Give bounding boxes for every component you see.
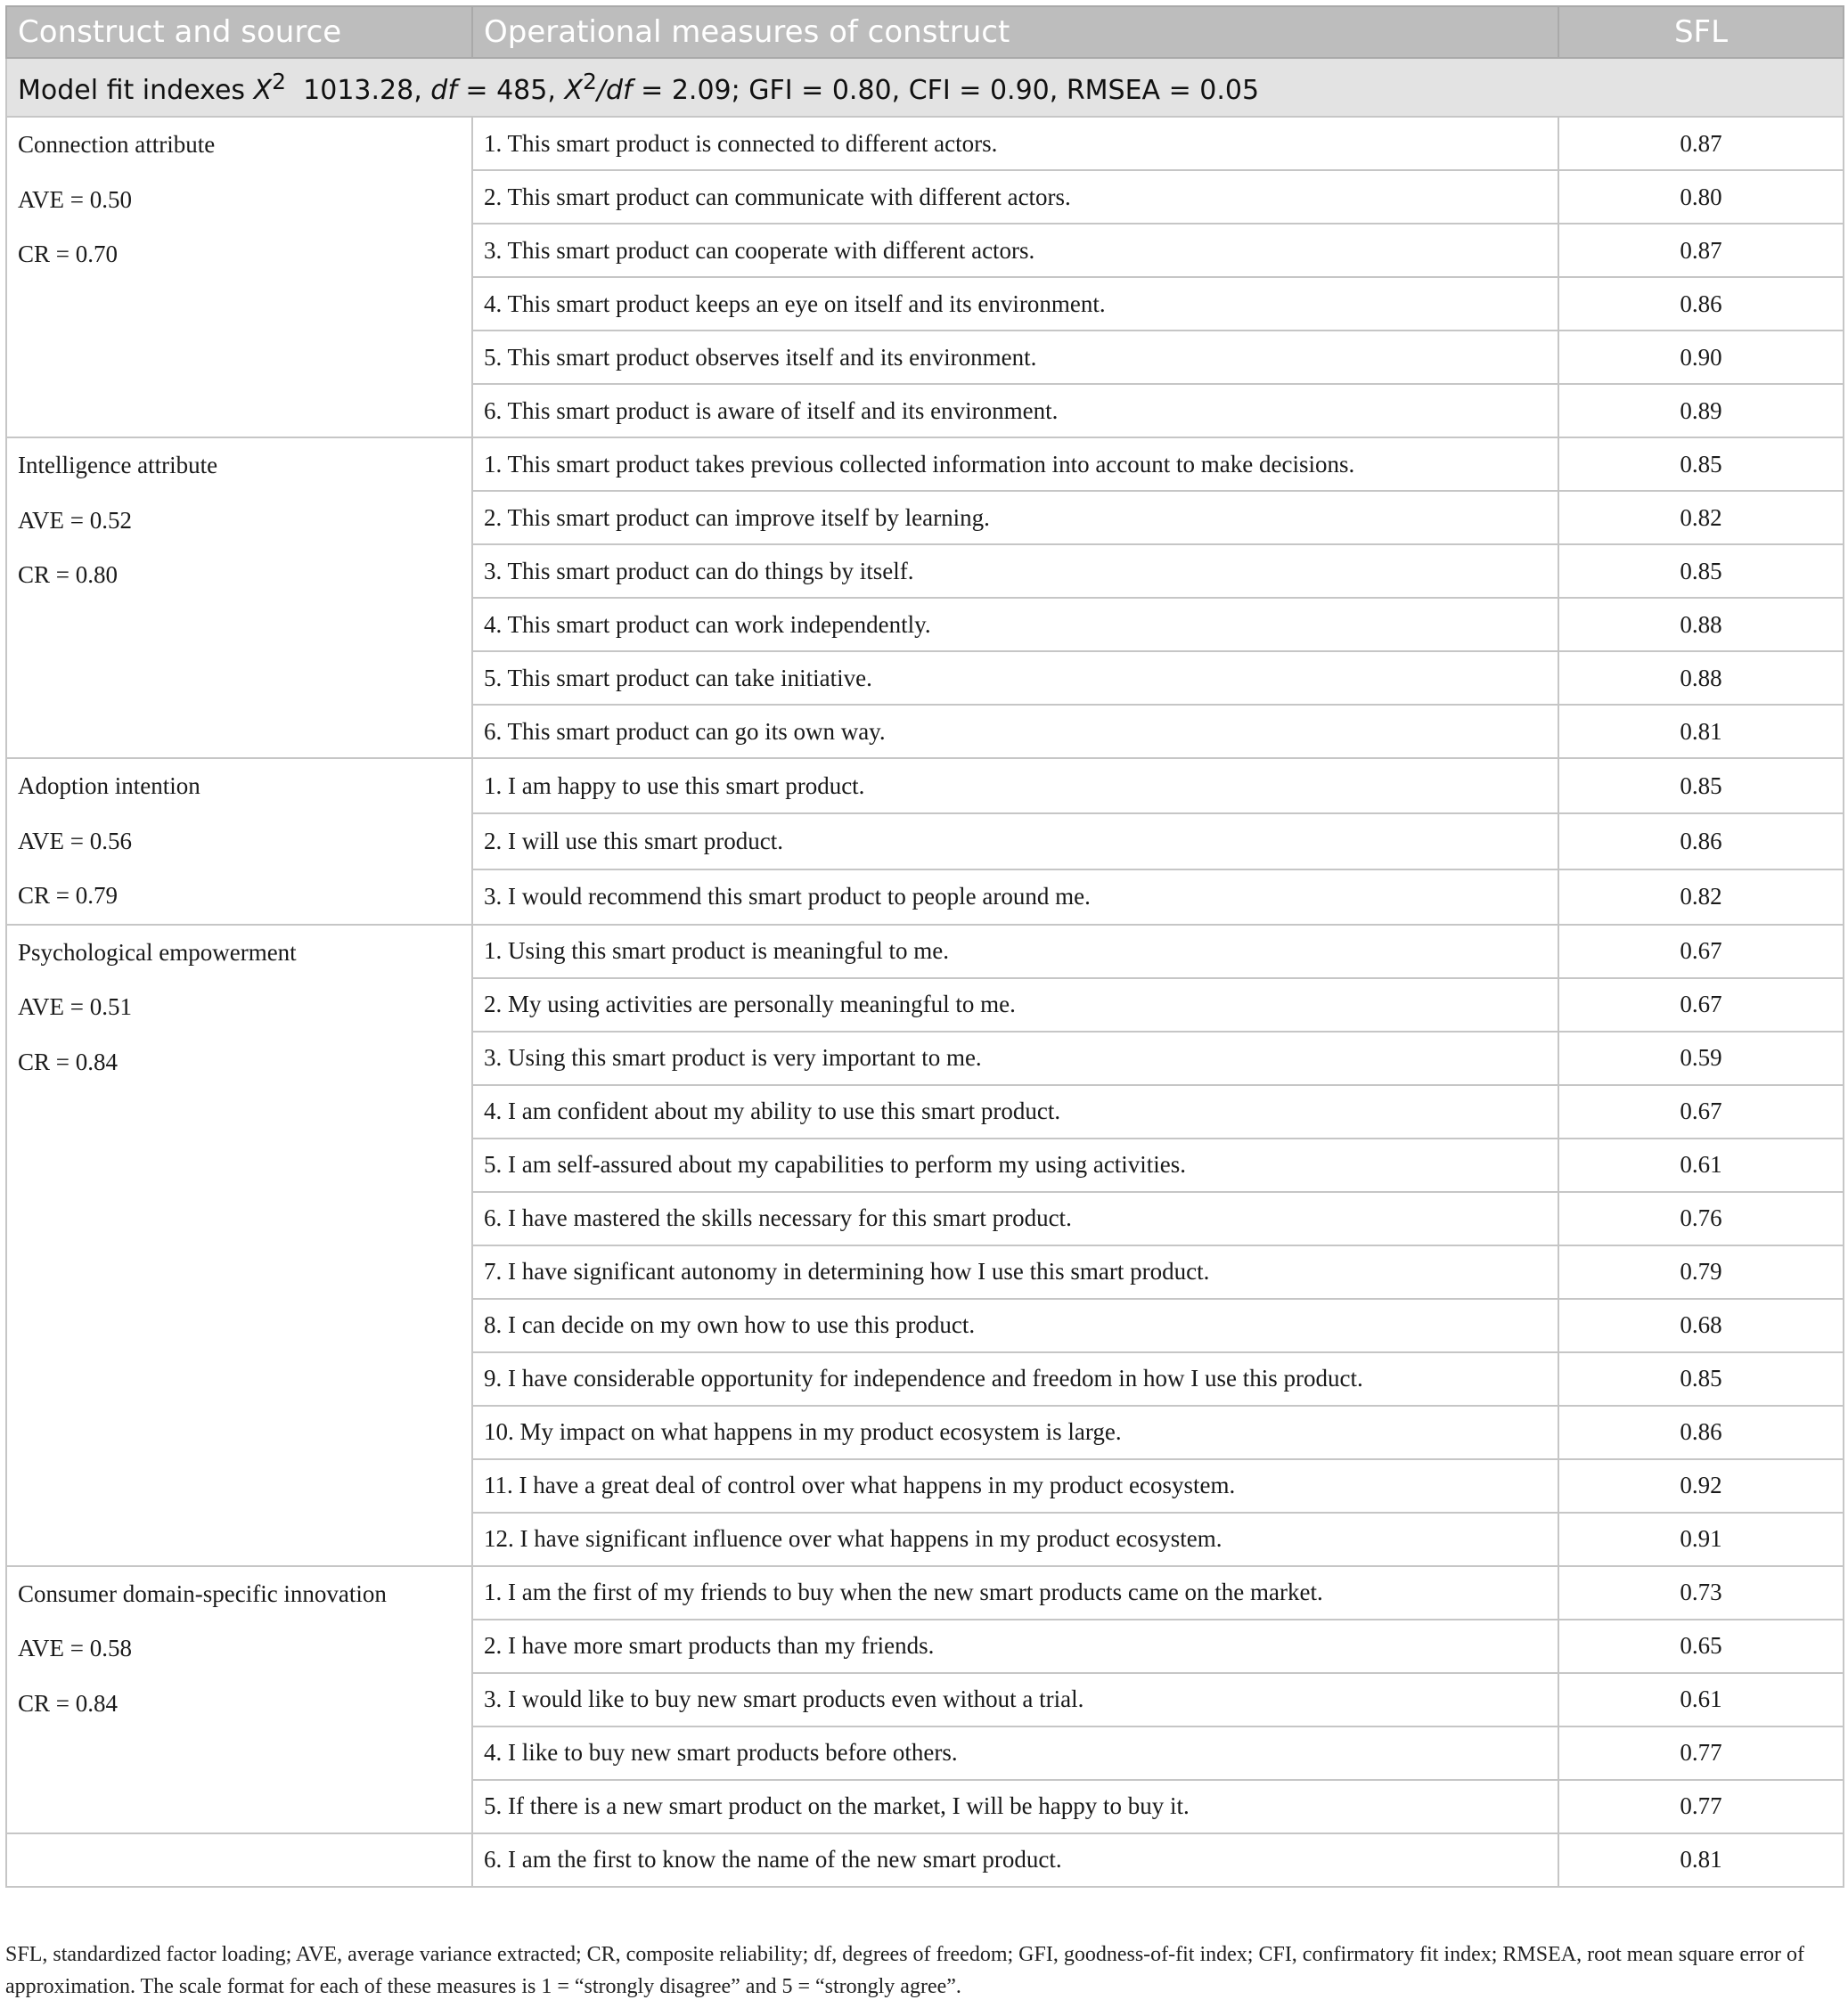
table-row (6, 925, 1844, 978)
measure-item: 4. This smart product keeps an eye on itself and its environment. (472, 277, 1558, 331)
fit-chi-symbol: X (253, 75, 273, 106)
sfl-value: 0.82 (1558, 491, 1844, 544)
construct-name: Consumer domain-specific innovation (18, 1579, 387, 1607)
measure-item: 5. If there is a new smart product on the market, I will be happy to buy it. (472, 1780, 1558, 1833)
sfl-value: 0.67 (1558, 1085, 1844, 1139)
measure-item: 2. This smart product can communicate with different actors. (472, 170, 1558, 224)
construct-cr: CR = 0.84 (18, 1689, 118, 1717)
sfl-value: 0.61 (1558, 1139, 1844, 1192)
header-construct: Construct and source (6, 6, 472, 58)
sfl-value: 0.79 (1558, 1245, 1844, 1299)
sfl-value: 0.68 (1558, 1299, 1844, 1352)
table-row (6, 437, 1844, 491)
construct-cr: CR = 0.84 (18, 1048, 118, 1075)
measure-item: 2. My using activities are personally meaningful to me. (472, 978, 1558, 1032)
construct-name: Psychological empowerment (18, 938, 297, 966)
sfl-value: 0.85 (1558, 437, 1844, 491)
measure-item: 12. I have significant influence over what happens in my product ecosystem. (472, 1513, 1558, 1566)
measure-item: 3. I would recommend this smart product to people around me. (472, 869, 1558, 925)
measurement-table (5, 5, 1844, 1888)
header-measures: Operational measures of construct (472, 6, 1558, 58)
measure-item: 4. This smart product can work independently. (472, 598, 1558, 651)
construct-cell (6, 437, 472, 758)
measure-item: 6. I have mastered the skills necessary for this smart product. (472, 1192, 1558, 1245)
measure-item: 4. I am confident about my ability to use this smart product. (472, 1085, 1558, 1139)
sfl-value: 0.87 (1558, 117, 1844, 170)
fit-df-value: = 485, (456, 75, 565, 106)
fit-df-label: df (430, 75, 457, 106)
sfl-value: 0.90 (1558, 331, 1844, 384)
sfl-value: 0.85 (1558, 544, 1844, 598)
sfl-value: 0.73 (1558, 1566, 1844, 1620)
header-sfl: SFL (1558, 6, 1844, 58)
measure-item: 8. I can decide on my own how to use this product. (472, 1299, 1558, 1352)
sfl-value: 0.86 (1558, 277, 1844, 331)
measure-item: 5. I am self-assured about my capabilities to perform my using activities. (472, 1139, 1558, 1192)
table-row (6, 1833, 1844, 1887)
measure-item: 1. I am the first of my friends to buy when the new smart products came on the market. (472, 1566, 1558, 1620)
model-fit-row (6, 58, 1844, 117)
sfl-value: 0.81 (1558, 1833, 1844, 1887)
construct-ave: AVE = 0.50 (18, 185, 132, 213)
measure-item: 3. This smart product can do things by itself. (472, 544, 1558, 598)
construct-cell (6, 1833, 472, 1887)
measure-item: 3. This smart product can cooperate with different actors. (472, 224, 1558, 277)
sfl-value: 0.85 (1558, 1352, 1844, 1406)
construct-name: Intelligence attribute (18, 452, 218, 478)
measure-item: 6. I am the first to know the name of the new smart product. (472, 1833, 1558, 1887)
sfl-value: 0.80 (1558, 170, 1844, 224)
fit-slash-df: /df (596, 75, 633, 106)
measure-item: 2. This smart product can improve itself by learning. (472, 491, 1558, 544)
model-fit-cell (6, 58, 1844, 117)
measure-item: 1. Using this smart product is meaningful to me. (472, 925, 1558, 978)
measure-item: 5. This smart product observes itself and its environment. (472, 331, 1558, 384)
sfl-value: 0.91 (1558, 1513, 1844, 1566)
measure-item: 2. I will use this smart product. (472, 813, 1558, 869)
sfl-value: 0.88 (1558, 598, 1844, 651)
table-row (6, 758, 1844, 813)
construct-cr: CR = 0.80 (18, 561, 118, 589)
fit-chi-value: 1013.28, (303, 75, 431, 106)
measure-item: 3. I would like to buy new smart products even without a trial. (472, 1673, 1558, 1726)
measure-item: 6. This smart product can go its own way. (472, 705, 1558, 758)
construct-cr: CR = 0.79 (18, 882, 118, 910)
table-row (6, 117, 1844, 170)
fit-prefix: Model fit indexes (18, 75, 246, 106)
sfl-value: 0.65 (1558, 1620, 1844, 1673)
sfl-value: 0.67 (1558, 925, 1844, 978)
table-row (6, 1566, 1844, 1620)
construct-cr: CR = 0.70 (18, 241, 118, 268)
measure-item: 10. My impact on what happens in my product ecosystem is large. (472, 1406, 1558, 1459)
fit-rest: = 2.09; GFI = 0.80, CFI = 0.90, RMSEA = 0.05 (632, 75, 1260, 106)
sfl-value: 0.86 (1558, 813, 1844, 869)
construct-cell (6, 925, 472, 1566)
sfl-value: 0.86 (1558, 1406, 1844, 1459)
sfl-value: 0.92 (1558, 1459, 1844, 1513)
sfl-value: 0.59 (1558, 1032, 1844, 1085)
measure-item: 4. I like to buy new smart products before others. (472, 1726, 1558, 1780)
sfl-value: 0.88 (1558, 651, 1844, 705)
measure-item: 5. This smart product can take initiative. (472, 651, 1558, 705)
measure-item: 11. I have a great deal of control over what happens in my product ecosystem. (472, 1459, 1558, 1513)
sfl-value: 0.76 (1558, 1192, 1844, 1245)
measure-item: 3. Using this smart product is very important to me. (472, 1032, 1558, 1085)
measure-item: 1. This smart product is connected to different actors. (472, 117, 1558, 170)
sfl-value: 0.82 (1558, 869, 1844, 925)
sfl-value: 0.89 (1558, 384, 1844, 437)
construct-cell (6, 117, 472, 437)
sfl-value: 0.85 (1558, 758, 1844, 813)
measure-item: 7. I have significant autonomy in determining how I use this smart product. (472, 1245, 1558, 1299)
construct-name: Adoption intention (18, 772, 200, 799)
measure-item: 1. This smart product takes previous collected information into account to make decisions. (472, 437, 1558, 491)
construct-ave: AVE = 0.56 (18, 827, 132, 854)
construct-ave: AVE = 0.58 (18, 1635, 132, 1662)
construct-cell (6, 758, 472, 925)
table-header-row (6, 6, 1844, 58)
measure-item: 1. I am happy to use this smart product. (472, 758, 1558, 813)
measure-item: 2. I have more smart products than my friends. (472, 1620, 1558, 1673)
sfl-value: 0.77 (1558, 1726, 1844, 1780)
fit-chi-square-exponent: 2 (272, 69, 287, 94)
construct-ave: AVE = 0.51 (18, 993, 132, 1021)
construct-name: Connection attribute (18, 131, 216, 158)
table-footnote: SFL, standardized factor loading; AVE, average variance extracted; CR, composite reliability; df, degrees of freedom; GFI, goodness-of-fit index; CFI, confirmatory fit index; RMSEA, root mean square error of approximation. The scale format for each of these measures is 1 = “strongly disagree” and 5 = “strongly agree”. (5, 1943, 1804, 1998)
construct-cell (6, 1566, 472, 1833)
sfl-value: 0.67 (1558, 978, 1844, 1032)
sfl-value: 0.77 (1558, 1780, 1844, 1833)
construct-ave: AVE = 0.52 (18, 506, 132, 534)
measure-item: 6. This smart product is aware of itself and its environment. (472, 384, 1558, 437)
sfl-value: 0.81 (1558, 705, 1844, 758)
sfl-value: 0.61 (1558, 1673, 1844, 1726)
measure-item: 9. I have considerable opportunity for independence and freedom in how I use this product. (472, 1352, 1558, 1406)
fit-chi-square-exponent-2: 2 (583, 69, 597, 94)
fit-chi-symbol-2: X (564, 75, 583, 106)
sfl-value: 0.87 (1558, 224, 1844, 277)
